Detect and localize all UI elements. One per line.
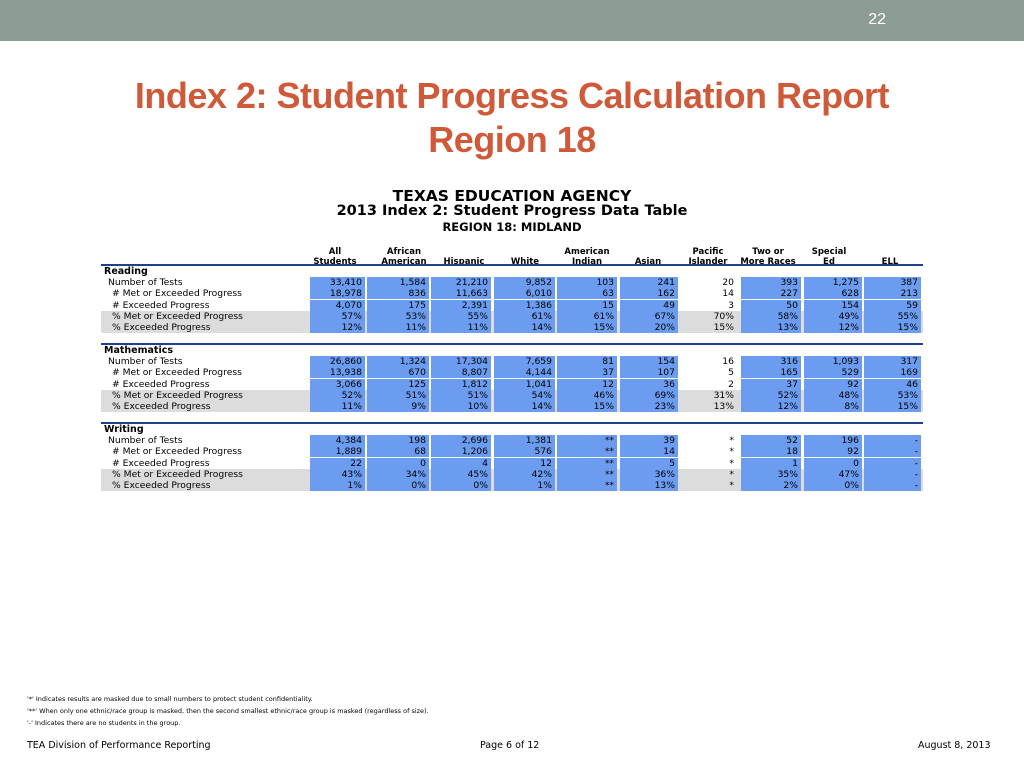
table-cell: 0 [367,458,429,469]
column-header-line: Ed [823,257,835,267]
table-cell: 55% [864,311,921,322]
table-cell: ** [557,446,617,457]
table-cell: 11,663 [431,288,491,299]
table-cell: 196 [804,435,862,446]
table-cell: 8% [804,401,862,412]
footnote: '*' Indicates results are masked due to small numbers to protect student confidentiality. [27,695,313,703]
table-cell: 241 [620,277,678,288]
table-row [101,469,923,480]
table-cell: - [864,458,921,469]
table-cell: 53% [864,390,921,401]
table-cell: ** [557,435,617,446]
table-cell: 213 [864,288,921,299]
row-label: # Exceeded Progress [112,299,210,311]
table-cell: 198 [367,435,429,446]
table-cell: 0 [804,458,862,469]
table-cell: 52% [310,390,365,401]
table-cell: 14 [620,446,678,457]
table-cell: 107 [620,367,678,378]
table-cell: 12% [741,401,801,412]
table-cell: 20% [620,322,678,333]
table-cell: 57% [310,311,365,322]
footer-date: August 8, 2013 [918,740,991,751]
table-cell: 70% [713,310,734,322]
table-cell: 317 [864,356,921,367]
table-cell: 393 [741,277,801,288]
table-cell: - [864,435,921,446]
table-cell: 11% [310,401,365,412]
table-cell: 61% [557,311,617,322]
table-cell: 22 [310,458,365,469]
section-title: Mathematics [104,345,174,356]
table-cell: 103 [557,277,617,288]
table-cell: 0% [431,480,491,491]
section-divider [101,264,923,266]
table-cell: 92 [804,379,862,390]
table-cell: 53% [367,311,429,322]
row-label: # Exceeded Progress [112,457,210,469]
table-cell: 68 [367,446,429,457]
table-cell: 529 [804,367,862,378]
table-cell: 12% [804,322,862,333]
table-cell: 33,410 [310,277,365,288]
table-cell: 13% [620,480,678,491]
section-title: Reading [104,266,148,277]
table-cell: 52 [741,435,801,446]
table-cell: 10% [431,401,491,412]
table-cell: * [729,468,734,480]
table-cell: * [729,446,734,458]
table-cell: 23% [620,401,678,412]
column-header-line: All [328,247,342,257]
table-cell: 11% [431,322,491,333]
table-row [101,458,923,469]
column-header-line: American [564,247,610,257]
table-cell: 67% [620,311,678,322]
table-cell: 7,659 [494,356,555,367]
table-cell: 45% [431,469,491,480]
column-header-line: Students [313,257,357,267]
row-label: # Met or Exceeded Progress [112,367,242,379]
table-cell: 49 [620,300,678,311]
table-cell: 47% [804,469,862,480]
table-subtitle: 2013 Index 2: Student Progress Data Table [336,203,688,219]
table-cell: 9,852 [494,277,555,288]
table-cell: - [864,480,921,491]
top-bar [0,0,1024,41]
table-cell: 12 [494,458,555,469]
table-cell: 17,304 [431,356,491,367]
title-line-2: Region 18 [428,119,596,160]
table-cell: 4 [431,458,491,469]
row-label: Number of Tests [108,435,183,446]
table-cell: 576 [494,446,555,457]
table-cell: 13% [741,322,801,333]
table-cell: 387 [864,277,921,288]
table-cell: 92 [804,446,862,457]
table-cell: 13% [713,401,734,413]
table-cell: 1,206 [431,446,491,457]
table-cell: ** [557,480,617,491]
table-cell: 46 [864,379,921,390]
column-header-line: Hispanic [443,257,485,267]
table-cell: 18 [741,446,801,457]
table-row [101,390,923,401]
footnote: '-' Indicates there are no students in the group. [27,719,181,727]
table-cell: 35% [741,469,801,480]
table-cell: 1% [494,480,555,491]
slide-title [0,74,1024,162]
table-cell: 31% [713,389,734,401]
table-cell: 169 [864,367,921,378]
row-label: # Met or Exceeded Progress [112,288,242,300]
table-cell: 154 [804,300,862,311]
table-cell: 12 [557,379,617,390]
table-cell: 81 [557,356,617,367]
table-row [101,311,923,322]
agency-name: TEXAS EDUCATION AGENCY [392,187,632,205]
table-cell: 3 [728,299,734,311]
table-cell: 14% [494,322,555,333]
table-cell: 14% [494,401,555,412]
table-cell: 59 [864,300,921,311]
table-cell: 36 [620,379,678,390]
table-cell: 227 [741,288,801,299]
table-cell: 1,812 [431,379,491,390]
table-cell: 628 [804,288,862,299]
table-cell: 2 [728,378,734,390]
column-header-line: American [381,257,427,267]
table-cell: 1 [741,458,801,469]
table-cell: 5 [728,367,734,379]
column-header-line: Islander [688,257,728,267]
table-cell: 58% [741,311,801,322]
table-cell: 1,093 [804,356,862,367]
table-row [101,322,923,333]
table-cell: 61% [494,311,555,322]
table-cell: 15% [713,322,734,334]
section-divider [101,343,923,345]
table-cell: 2,391 [431,300,491,311]
table-cell: 4,384 [310,435,365,446]
table-cell: 1,584 [367,277,429,288]
footnote: '**' When only one ethnic/race group is masked, then the second smallest ethnic/race group is masked (regardless of size). [27,707,429,715]
table-row [101,435,923,446]
table-row [101,288,923,299]
table-cell: 69% [620,390,678,401]
row-label: % Met or Exceeded Progress [112,468,243,480]
table-row [101,401,923,412]
table-cell: 1,275 [804,277,862,288]
table-cell: ** [557,469,617,480]
section-divider [101,422,923,424]
column-header-line [850,247,930,257]
column-header-line: ELL [881,257,899,267]
column-header-line: White [510,257,540,267]
table-cell: * [729,435,734,446]
table-cell: 6,010 [494,288,555,299]
table-cell: 18,978 [310,288,365,299]
table-cell: 2% [741,480,801,491]
table-cell: 51% [367,390,429,401]
table-cell: 1,041 [494,379,555,390]
table-cell: 15% [557,401,617,412]
row-label: % Exceeded Progress [112,401,211,413]
footer-page: Page 6 of 12 [480,740,540,751]
slide-number: 22 [868,11,886,28]
column-header-line: Indian [572,257,602,267]
table-cell: ** [557,458,617,469]
table-row [101,300,923,311]
table-cell: 14 [722,288,734,300]
table-cell: 15% [864,401,921,412]
title-line-1: Index 2: Student Progress Calculation Report [134,75,890,116]
table-cell: 15% [864,322,921,333]
table-cell: 50 [741,300,801,311]
table-cell: 0% [804,480,862,491]
region-label: REGION 18: MIDLAND [442,220,582,234]
row-label: Number of Tests [108,356,183,367]
row-label: % Met or Exceeded Progress [112,389,243,401]
table-cell: 670 [367,367,429,378]
table-cell: 16 [722,356,734,367]
row-label: Number of Tests [108,277,183,288]
table-cell: 11% [367,322,429,333]
table-cell: 175 [367,300,429,311]
row-label: # Met or Exceeded Progress [112,446,242,458]
table-cell: 21,210 [431,277,491,288]
row-label: % Met or Exceeded Progress [112,310,243,322]
table-cell: 162 [620,288,678,299]
table-cell: - [864,446,921,457]
table-cell: 15 [557,300,617,311]
table-cell: 5 [620,458,678,469]
table-cell: 4,070 [310,300,365,311]
column-header-line: Pacific [692,247,724,257]
table-cell: 63 [557,288,617,299]
table-cell: 1,889 [310,446,365,457]
table-cell: 36% [620,469,678,480]
table-cell: 55% [431,311,491,322]
table-row [101,379,923,390]
table-cell: 46% [557,390,617,401]
table-cell: 51% [431,390,491,401]
table-cell: 4,144 [494,367,555,378]
table-cell: 316 [741,356,801,367]
table-cell: 26,860 [310,356,365,367]
table-cell: 52% [741,390,801,401]
table-cell: 1% [310,480,365,491]
table-cell: 9% [367,401,429,412]
table-cell: * [729,457,734,469]
table-cell: 48% [804,390,862,401]
table-cell: 1,386 [494,300,555,311]
table-cell: 3,066 [310,379,365,390]
table-cell: 43% [310,469,365,480]
column-header-line: African [386,247,422,257]
table-cell: 34% [367,469,429,480]
table-cell: 37 [557,367,617,378]
table-cell: 49% [804,311,862,322]
table-cell: 37 [741,379,801,390]
column-header-line: More Races [740,257,796,267]
table-cell: 125 [367,379,429,390]
table-cell: 39 [620,435,678,446]
table-cell: 8,807 [431,367,491,378]
table-cell: 13,938 [310,367,365,378]
table-cell: 0% [367,480,429,491]
table-cell: - [864,469,921,480]
table-row [101,277,923,288]
row-label: % Exceeded Progress [112,322,211,334]
table-cell: 15% [557,322,617,333]
table-cell: 1,324 [367,356,429,367]
table-cell: 165 [741,367,801,378]
table-cell: 42% [494,469,555,480]
table-cell: 20 [722,277,734,288]
table-row [101,446,923,457]
row-label: % Exceeded Progress [112,480,211,492]
table-cell: 836 [367,288,429,299]
table-cell: 1,381 [494,435,555,446]
table-cell: 154 [620,356,678,367]
table-cell: * [729,480,734,492]
table-cell: 54% [494,390,555,401]
footer-left: TEA Division of Performance Reporting [27,740,211,751]
section-title: Writing [104,424,144,435]
table-row [101,367,923,378]
table-row [101,480,923,491]
column-header-line: Special [811,247,847,257]
table-cell: 2,696 [431,435,491,446]
column-header-line: Asian [634,257,662,267]
column-header-line: Two or [752,247,784,257]
table-row [101,356,923,367]
table-cell: 12% [310,322,365,333]
row-label: # Exceeded Progress [112,378,210,390]
